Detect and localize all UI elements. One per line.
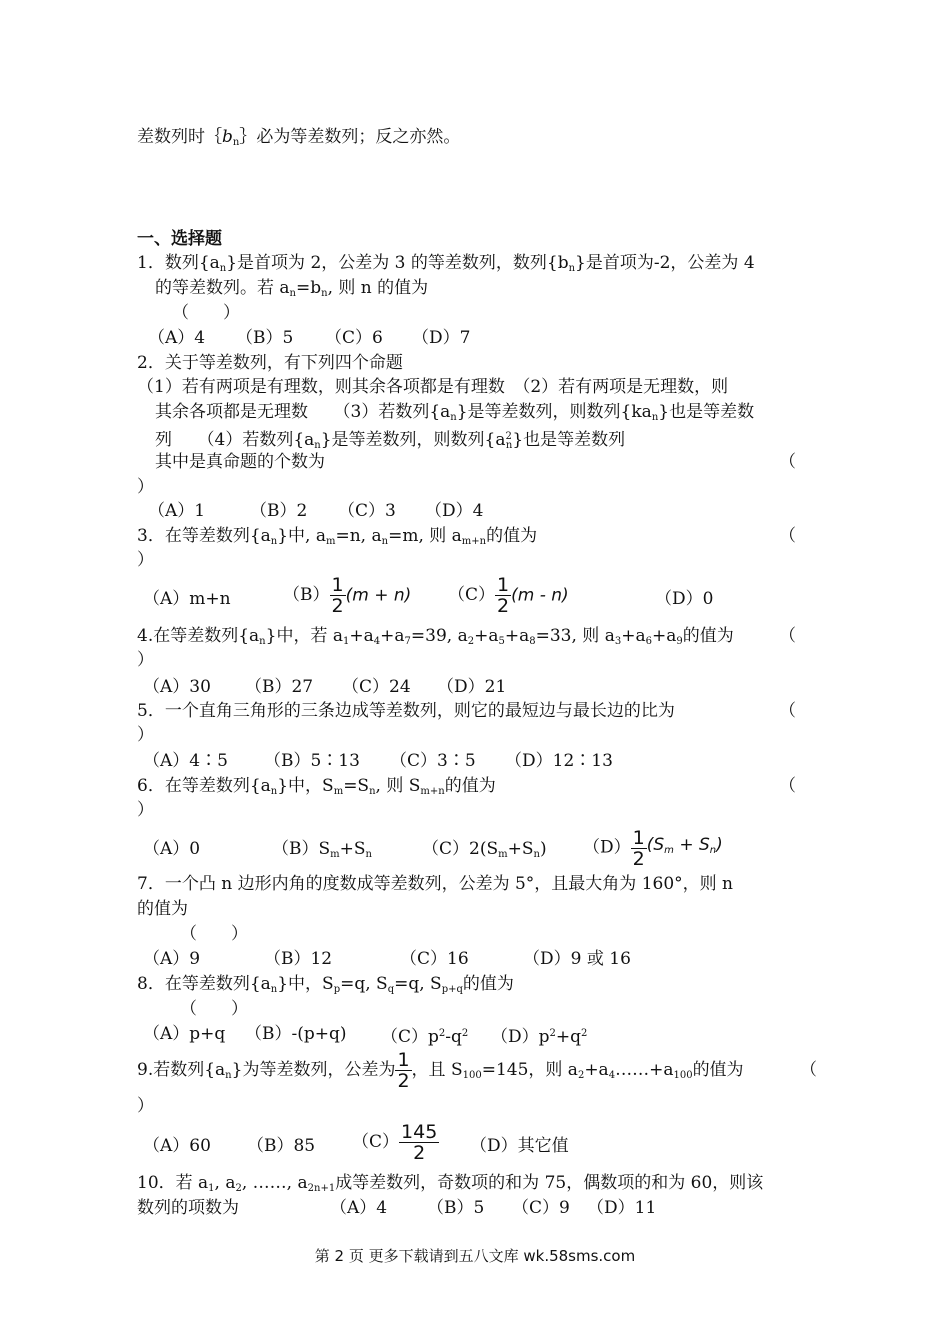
intro-text: 差数列时｛	[137, 127, 222, 147]
q9-paren-open: （	[800, 1060, 817, 1080]
q9-option-b: （B）85	[247, 1136, 316, 1156]
q2-paren-close: ）	[137, 477, 154, 497]
q5-option-c: （C）3∶5	[390, 751, 476, 771]
q1-answer-paren: （ ）	[172, 303, 240, 323]
q6-line1: 6．在等差数列$\{a_n\}$中，$S_m=S_n$, 则 $S_{m+n}$的值为	[137, 776, 496, 797]
q10-option-a: （A）4	[330, 1198, 388, 1218]
page-footer: 第 2 页 更多下载请到五八文库 wk.58sms.com	[314, 1247, 636, 1265]
q3-paren-open: （	[779, 526, 796, 546]
q5-line1: 5．一个直角三角形的三条边成等差数列，则它的最短边与最长边的比为	[137, 701, 675, 721]
intro-var: b	[222, 127, 233, 147]
q1-option-d: （D）7	[412, 328, 471, 348]
q6-option-d: （D） $\frac{1}{2}$ $(S_m + S_n)$	[583, 826, 723, 870]
q4-option-a: （A）30	[143, 677, 211, 697]
q7-line1: 7．一个凸 n 边形内角的度数成等差数列，公差为 5°，且最大角为 160°，则 n	[137, 874, 733, 894]
q2-paren-open: （	[779, 452, 796, 472]
q5-option-b: （B）5∶13	[264, 751, 360, 771]
q1-option-b: （B）5	[236, 328, 294, 348]
q7-answer-paren: （ ）	[180, 924, 248, 944]
q5-paren-close: ）	[137, 725, 154, 745]
q6-option-b: $(B)S_m+S_n$	[272, 839, 372, 860]
q9-paren-close: ）	[137, 1096, 154, 1116]
q4-line1: 4.在等差数列$\{a_n\}$中，若 $a_1+a_4+a_7=39$, $a_2+a_5+a_8=33$, 则 $a_3+a_6+a_9$的值为	[137, 626, 734, 647]
q6-paren-close: ）	[137, 800, 154, 820]
q6-paren-open: （	[779, 776, 796, 796]
q9-line1: 9.若数列$\{a_n\}$为等差数列，公差为 $\frac{1}{2}$ ，且 $S_{100}=145$，则 $a_2+a_4\dots\dots+a_{100}$的值为	[137, 1049, 744, 1092]
q4-option-c: （C）24	[342, 677, 411, 697]
q2-line4: 列 （4）若数列$\{a_n\}$是等差数列，则数列$\{a^2_n\}$也是等差数列	[155, 430, 626, 451]
q2-option-c: （C）3	[338, 501, 396, 521]
q8-option-a: （A）p+q	[143, 1024, 226, 1044]
q9-option-c: （C） $\frac{145}{2}$	[352, 1121, 438, 1164]
q3-fraction-c: $\frac{1}{2}$	[497, 574, 510, 617]
q10-option-c: （C）9	[512, 1198, 570, 1218]
q3-option-c: （C） $\frac{1}{2}$ (m - n)	[448, 574, 569, 617]
intro-text-end: ｝必为等差数列；反之亦然。	[239, 127, 461, 147]
q5-option-d: （D）12∶13	[505, 751, 613, 771]
q8-option-c: $(C)p^2-q^2$	[381, 1027, 469, 1047]
q8-answer-paren: （ ）	[180, 999, 248, 1019]
q1-line1: 1．数列$\{a_n\}$是首项为 2，公差为 3 的等差数列，数列$\{b_n\}$是首项为-2，公差为 4	[137, 253, 755, 274]
q10-line1: 10．若 $a_1$, $a_2$, ……, $a_{2n+1}$成等差数列，奇数项的和为 75，偶数项的和为 60，则该	[137, 1173, 764, 1194]
q1-line2: 的等差数列。若 $a_n=b_n$, 则 n 的值为	[155, 278, 429, 299]
q6-fraction-d: $\frac{1}{2}$	[632, 826, 645, 870]
q10-line2: 数列的项数为	[137, 1198, 239, 1218]
q9-option-a: （A）60	[143, 1136, 211, 1156]
q2-option-a: （A）1	[148, 501, 206, 521]
intro-line	[137, 126, 460, 154]
q7-option-c: （C）16	[400, 949, 469, 969]
q2-option-d: （D）4	[425, 501, 484, 521]
q9-fraction: $\frac{1}{2}$	[397, 1049, 410, 1092]
q1-option-c: （C）6	[325, 328, 383, 348]
q8-option-b: （B）-(p+q)	[245, 1024, 347, 1044]
q4-option-d: （D）21	[437, 677, 507, 697]
q3-line1: 3．在等差数列$\{a_n\}$中, $a_m=n$, $a_n=m$, 则 $a_{m+n}$的值为	[137, 526, 538, 547]
q7-option-b: （B）12	[264, 949, 333, 969]
q6-option-c: $(C)2(S_m+S_n)$	[422, 839, 547, 860]
intro-sub: n	[232, 137, 240, 148]
q2-line2: （1）若有两项是有理数，则其余各项都是有理数 （2）若有两项是无理数，则	[137, 377, 729, 397]
q3-option-b: （B） $\frac{1}{2}$ (m + n)	[283, 574, 412, 617]
q3-paren-close: ）	[137, 550, 154, 570]
q7-line2: 的值为	[137, 899, 188, 919]
section-heading: 一、选择题	[137, 229, 222, 249]
q3-option-a: （A）m+n	[143, 589, 231, 609]
q8-option-d: $(D)p^2+q^2$	[491, 1027, 588, 1047]
q5-option-a: （A）4∶5	[143, 751, 228, 771]
q7-option-a: （A）9	[143, 949, 201, 969]
q6-option-a: （A）0	[143, 839, 201, 859]
q9-fraction-c: $\frac{145}{2}$	[401, 1121, 438, 1164]
q2-line5: 其中是真命题的个数为	[155, 452, 325, 472]
q4-option-b: （B）27	[245, 677, 314, 697]
q8-line1: 8．在等差数列$\{a_n\}$中，$S_p=q$, $S_q=q$, $S_{p+q}$的值为	[137, 974, 514, 995]
q10-option-d: （D）11	[587, 1198, 657, 1218]
q3-fraction-b: $\frac{1}{2}$	[331, 574, 344, 617]
q5-paren-open: （	[779, 701, 796, 721]
q3-option-d: （D）0	[655, 589, 714, 609]
q4-paren-open: （	[779, 626, 796, 646]
q2-line1: 2．关于等差数列，有下列四个命题	[137, 353, 403, 373]
q2-line3: 其余各项都是无理数 （3）若数列$\{a_n\}$是等差数列，则数列$\{ka_n\}$也是等差数	[155, 402, 755, 423]
q10-option-b: （B）5	[427, 1198, 485, 1218]
q2-option-b: （B）2	[250, 501, 308, 521]
q4-paren-close: ）	[137, 650, 154, 670]
q7-option-d: （D）9 或 16	[523, 949, 631, 969]
q1-option-a: （A）4	[148, 328, 206, 348]
q9-option-d: （D）其它值	[470, 1136, 569, 1156]
